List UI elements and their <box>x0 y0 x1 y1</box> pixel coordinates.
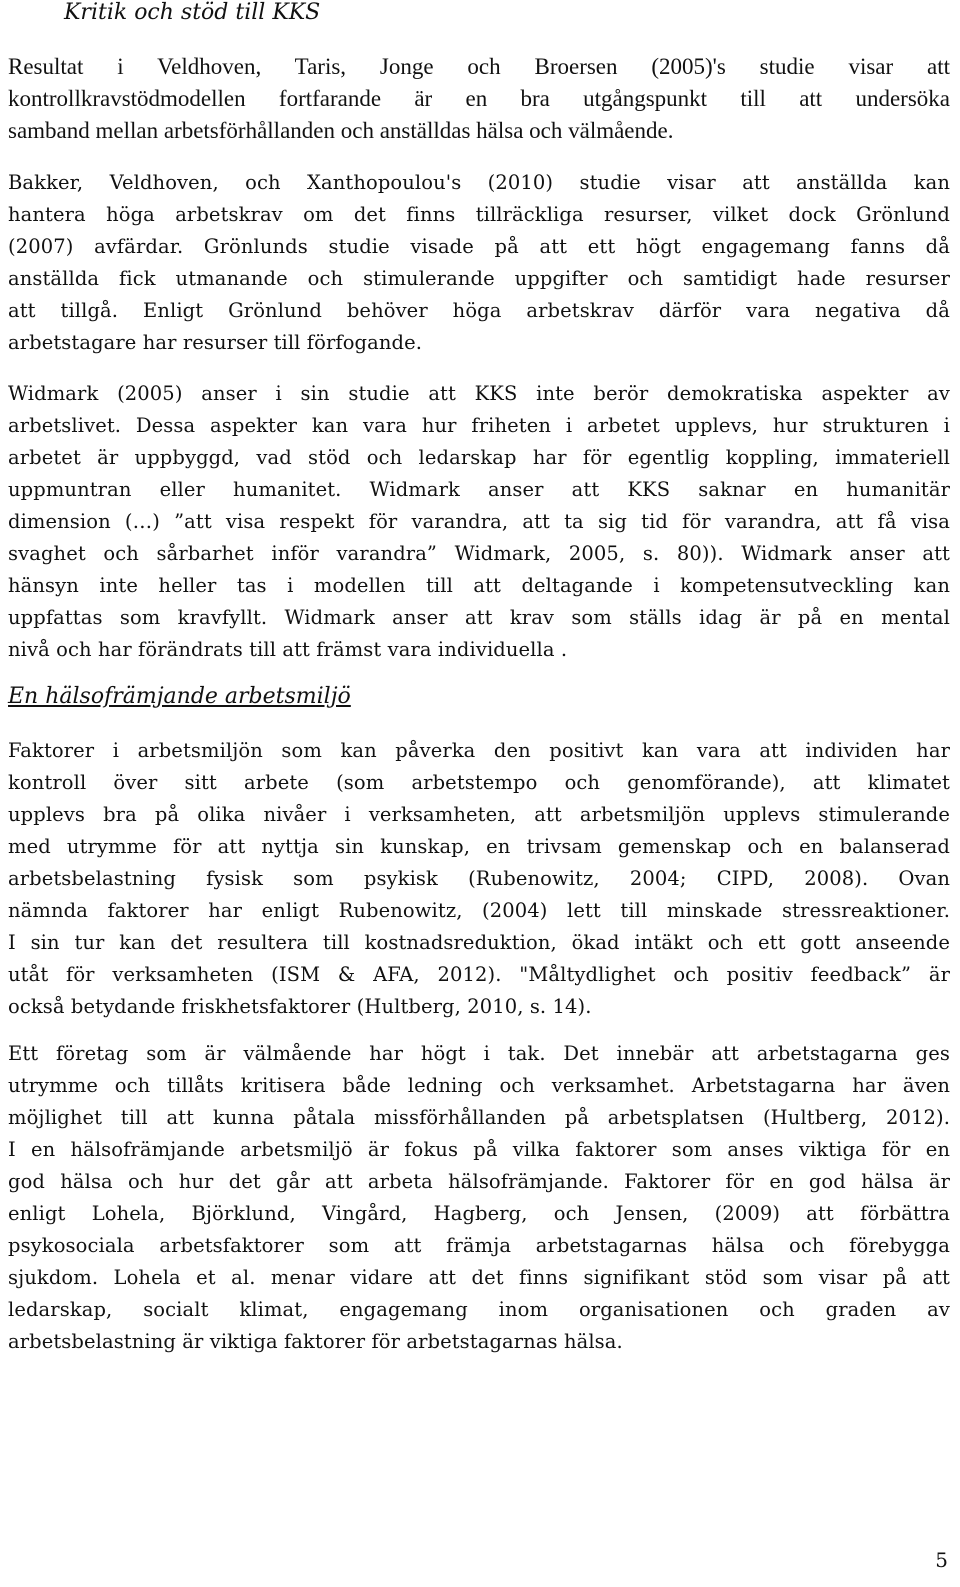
text-line: enligt Lohela, Björklund, Vingård, Hagberg, och Jensen, (2009) att förbättra <box>8 1202 950 1225</box>
text-line: arbetsbelastning är viktiga faktorer för arbetstagarnas hälsa. <box>8 1330 623 1353</box>
text-line: att tillgå. Enligt Grönlund behöver höga arbetskrav därför vara negativa då <box>8 299 950 322</box>
text-line: (2007) avfärdar. Grönlunds studie visade på att ett högt engagemang fanns då <box>8 235 950 258</box>
text-line: psykosociala arbetsfaktorer som att främja arbetstagarnas hälsa och förebygga <box>8 1234 950 1257</box>
text-line: Resultat i Veldhoven, Taris, Jonge och Broersen (2005)'s studie visar att <box>8 54 950 79</box>
text-line: nivå och har förändrats till att främst vara individuella . <box>8 638 568 661</box>
text-line: anställda fick utmanande och stimulerande uppgifter och samtidigt hade resurser <box>8 267 950 290</box>
text-line: dimension (…) ”att visa respekt för varandra, att ta sig tid för varandra, att få visa <box>8 510 950 533</box>
text-line: Ett företag som är välmående har högt i tak. Det innebär att arbetstagarna ges <box>8 1042 950 1065</box>
text-line: också betydande friskhetsfaktorer (Hultberg, 2010, s. 14). <box>8 995 592 1018</box>
text-line: nämnda faktorer har enligt Rubenowitz, (2004) lett till minskade stressreaktioner. <box>8 899 950 922</box>
paragraph-veldhoven <box>8 51 950 147</box>
text-line: arbetslivet. Dessa aspekter kan vara hur friheten i arbetet upplevs, hur strukturen i <box>8 414 950 437</box>
text-line: god hälsa och hur det går att arbeta hälsofrämjande. Faktorer för en god hälsa är <box>8 1170 950 1193</box>
text-line: Widmark (2005) anser i sin studie att KKS inte berör demokratiska aspekter av <box>8 382 950 405</box>
paragraph-faktorer <box>8 735 950 1023</box>
text-line: utrymme och tillåts kritisera både ledning och verksamhet. Arbetstagarna har även <box>8 1074 950 1097</box>
text-line: kontroll över sitt arbete (som arbetstempo och genomförande), att klimatet <box>8 771 950 794</box>
text-line: med utrymme för att nyttja sin kunskap, en trivsam gemenskap och en balanserad <box>8 835 950 858</box>
text-line: hantera höga arbetskrav om det finns tillräckliga resurser, vilket dock Grönlund <box>8 203 950 226</box>
text-line: Faktorer i arbetsmiljön som kan påverka den positivt kan vara att individen har <box>8 739 950 762</box>
section-heading-halsoframjande: En hälsofrämjande arbetsmiljö <box>8 684 351 709</box>
text-line: svaghet och sårbarhet inför varandra” Widmark, 2005, s. 80)). Widmark anser att <box>8 542 950 565</box>
paragraph-bakker <box>8 167 950 359</box>
text-line: upplevs bra på olika nivåer i verksamheten, att arbetsmiljön upplevs stimulerande <box>8 803 950 826</box>
text-line: samband mellan arbetsförhållanden och anställdas hälsa och välmående. <box>8 118 674 143</box>
text-line: Bakker, Veldhoven, och Xanthopoulou's (2010) studie visar att anställda kan <box>8 171 950 194</box>
text-line: uppfattas som kravfyllt. Widmark anser att krav som ställs idag är på en mental <box>8 606 950 629</box>
text-line: ledarskap, socialt klimat, engagemang inom organisationen och graden av <box>8 1298 950 1321</box>
text-line: arbetet är uppbyggd, vad stöd och ledarskap har för egentlig koppling, immateriell <box>8 446 950 469</box>
paragraph-widmark <box>8 378 950 666</box>
text-line: kontrollkravstödmodellen fortfarande är en bra utgångspunkt till att undersöka <box>8 86 950 111</box>
text-line: uppmuntran eller humanitet. Widmark anser att KKS saknar en humanitär <box>8 478 950 501</box>
text-line: sjukdom. Lohela et al. menar vidare att det finns signifikant stöd som visar på att <box>8 1266 950 1289</box>
page-number: 5 <box>935 1548 948 1572</box>
text-line: möjlighet till att kunna påtala missförhållanden på arbetsplatsen (Hultberg, 2012). <box>8 1106 950 1129</box>
text-line: I en hälsofrämjande arbetsmiljö är fokus på vilka faktorer som anses viktiga för en <box>8 1138 950 1161</box>
text-line: utåt för verksamheten (ISM & AFA, 2012). "Måltydlighet och positiv feedback” är <box>8 963 950 986</box>
paragraph-foretag <box>8 1038 950 1358</box>
section-heading-kritik: Kritik och stöd till KKS <box>64 0 321 25</box>
text-line: arbetsbelastning fysisk som psykisk (Rubenowitz, 2004; CIPD, 2008). Ovan <box>8 867 950 890</box>
text-line: arbetstagare har resurser till förfogande. <box>8 331 423 354</box>
text-line: I sin tur kan det resultera till kostnadsreduktion, ökad intäkt och ett gott anseende <box>8 931 950 954</box>
text-line: hänsyn inte heller tas i modellen till att deltagande i kompetensutveckling kan <box>8 574 950 597</box>
